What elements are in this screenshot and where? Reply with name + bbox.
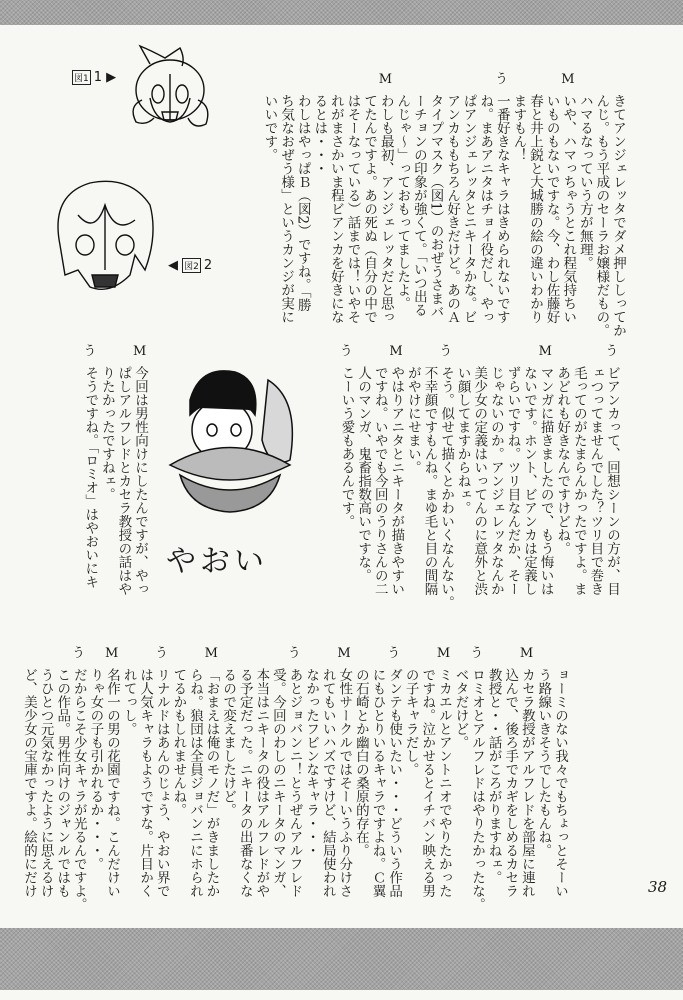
dialogue-paragraph: [98, 344, 148, 596]
dialogue-paragraph: [261, 94, 311, 324]
text-column: ますもん！: [510, 94, 527, 162]
dialogue-paragraph: [452, 646, 486, 911]
dialogue-paragraph: [20, 646, 87, 911]
speaker-label: う: [339, 344, 353, 359]
character-illustration: [150, 360, 310, 520]
text-column: 受。今回のわしのニキータのマンガ、: [269, 668, 286, 898]
dialogue-block-top: [261, 72, 626, 337]
speaker-label: M: [436, 646, 451, 661]
text-column: れがまさかいま程ビアンカを好きにな: [327, 94, 344, 324]
text-column: 「おまえは俺のモノだ」がきましたか: [203, 668, 220, 898]
text-column: らね。狼団は全員ジョバンニにホられ: [186, 668, 203, 898]
speaker-label: M: [389, 344, 403, 359]
dialogue-paragraph: [170, 646, 220, 898]
text-column: るので変えましたけど。: [220, 668, 237, 817]
figure-1-label: 図1 1 ▶: [74, 70, 117, 85]
text-column: カセラ教授がアルフレドを部屋に連れ: [518, 668, 535, 898]
bottom-screentone-band: [0, 928, 683, 990]
text-column: ずらいですね。ツリ目なんだか、そー: [504, 366, 521, 596]
speaker-label: M: [378, 72, 393, 87]
dialogue-paragraph: [311, 72, 394, 324]
dialogue-paragraph: [352, 646, 403, 898]
dialogue-block-middle: [338, 344, 620, 609]
text-column: ベタだけど。: [452, 668, 469, 749]
speaker-label: M: [337, 646, 351, 661]
text-column: 教授と・・話がころがりますねェ。: [485, 668, 502, 884]
dialogue-paragraph: [394, 72, 510, 324]
speaker-label: う: [71, 646, 85, 661]
text-column: ハマるなっていう方が無理。: [576, 94, 593, 270]
text-column: 本当はニキータの役はアルフレドがや: [253, 668, 270, 898]
figure-2-drawing: [50, 175, 160, 295]
text-column: ですね。いやでも今回のうりさんの二: [371, 366, 388, 596]
speaker-label: う: [605, 344, 619, 359]
illustration-caption: やおい: [166, 544, 268, 579]
text-column: れてっし。: [120, 668, 137, 736]
dialogue-paragraph: [220, 646, 303, 898]
text-column: 美少女の定義はいってんのに意外と渋: [471, 366, 488, 596]
text-column: そう。似せて描くとかわいくなんない。: [438, 366, 455, 609]
dialogue-paragraph: [355, 344, 405, 596]
dialogue-paragraph: [404, 344, 455, 609]
text-column: りたかったですねェ。: [98, 366, 115, 501]
speaker-label: う: [154, 646, 168, 661]
text-column: ェつってませんでした？ツリ目で巻き: [587, 366, 604, 596]
text-column: 一番好きなキャラはきめられないです: [493, 94, 510, 324]
text-column: ぱしアルフレドとカセラ教授の話はや: [115, 366, 132, 596]
text-column: がやけにせまい。: [404, 366, 421, 474]
top-screentone-band: [0, 0, 683, 25]
dialogue-paragraph: [485, 646, 535, 898]
text-column: やはりアニタとニキータが描きやすい: [388, 366, 405, 596]
text-column: いいです。: [261, 94, 278, 162]
text-column: だからこそ少女キャラが光るんですよ。: [70, 668, 87, 911]
text-column: る予定だった。ニキータの出番なくな: [236, 668, 253, 898]
text-column: いや、ハマっちゃうとこれ程気持ちい: [560, 94, 577, 324]
text-column: うひとつ元気なかったように思えるけ: [37, 668, 54, 898]
text-column: 毛ってのがたまらんかったですよ。ま: [570, 366, 587, 596]
speaker-label: M: [204, 646, 218, 661]
dialogue-paragraph: [576, 94, 626, 337]
text-column: てたんですよ。あの死ぬ（自分の中で: [361, 94, 378, 324]
text-column: なかったフビンなキャラ・・・: [303, 668, 320, 857]
text-column: 人のマンガ、鬼畜指数高いですな。: [355, 366, 372, 582]
speaker-label: M: [105, 646, 119, 661]
text-column: れてもいいハズですけど、結局使われ: [319, 668, 336, 898]
text-column: マンガに描きましたので、もう悔いは: [537, 366, 554, 596]
text-column: りゃ女の子も引かれるか・・・。: [87, 668, 104, 871]
speaker-label: う: [83, 344, 97, 359]
text-column: の石崎とか幽白の桑原的存在。: [352, 668, 369, 857]
text-column: ロミオとアルフレドはやりたかったな。: [469, 668, 486, 911]
text-column: 女性サークルではそーいうふり分けさ: [336, 668, 353, 898]
dialogue-block-left: [82, 344, 148, 596]
dialogue-block-bottom: [20, 646, 568, 911]
text-column: そうですね。「ロミオ」はやおいにキ: [82, 366, 99, 589]
speaker-label: う: [287, 646, 301, 661]
figure-2-label: ◀ 図2 2: [168, 258, 213, 273]
text-column: わしはやっぱＢ（図2）ですね。「勝: [294, 94, 311, 312]
text-column: リナルドはあんのじょう、やおい界で: [153, 668, 170, 898]
dialogue-paragraph: [510, 72, 577, 324]
text-column: 名作一の男の花園ですね。こんだけい: [103, 668, 120, 898]
text-column: ね。まあアニタはチョイ役だし、やっ: [477, 94, 494, 324]
text-column: ですね。泣かせるとイチバン映える男: [419, 668, 436, 898]
text-column: ダンテも使いたい・・・どういう作品: [386, 668, 403, 898]
dialogue-paragraph: [402, 646, 452, 898]
text-column: じゃないのか。アンジェレッタなんか: [487, 366, 504, 596]
dialogue-paragraph: [535, 668, 568, 898]
text-column: わしも最初、アンジェレッタだと思っ: [377, 94, 394, 324]
text-column: んじゃ〜」っておもってましたよ。: [394, 94, 411, 310]
text-column: ぱアンジェレッタとニキータかな。ビ: [460, 94, 477, 324]
dialogue-paragraph: [120, 646, 170, 898]
text-column: いものもないですな。今、わし佐藤好: [543, 94, 560, 324]
text-column: アンカももちろん好きだけど。あのＡ: [444, 94, 461, 324]
dialogue-paragraph: [303, 646, 353, 898]
text-column: あどれも好きなんですけどね。: [554, 366, 571, 555]
page-number: 38: [648, 878, 668, 896]
text-column: んじ。もう平成のセーラお嬢様だもの。: [593, 94, 610, 337]
text-column: この作品。男性向けのジャンルではも: [54, 668, 71, 898]
text-column: こーいう愛もあるんです。: [338, 366, 355, 528]
text-column: ないです。ホント、ビアンカは定義し: [521, 366, 538, 596]
dialogue-paragraph: [338, 344, 355, 528]
speaker-label: う: [387, 646, 401, 661]
dialogue-paragraph: [554, 344, 620, 596]
text-column: あとジョバンニ！とうぜんアルフレド: [286, 668, 303, 898]
speaker-label: M: [133, 344, 147, 359]
speaker-label: う: [470, 646, 484, 661]
speaker-label: う: [439, 344, 453, 359]
text-column: 春と井上鋭と大城勝の絵の違いわかり: [527, 94, 544, 324]
text-column: ーチョンの印象が強くて。「いつ出る: [410, 94, 427, 317]
text-column: ち気なおぜう様」というカンジが実に: [278, 94, 295, 324]
text-column: ビアンカって、回想シーンの方が、目: [604, 366, 620, 596]
text-column: ョーミのない我々でもちょっとそーい: [552, 668, 568, 898]
speaker-label: M: [561, 72, 575, 87]
dialogue-paragraph: [82, 344, 99, 589]
text-column: るとは・・・: [311, 94, 328, 175]
text-column: ミカエルとアントニオでやりたかった: [435, 668, 452, 898]
text-column: きてアンジェレッタでダメ押ししってか: [610, 94, 626, 337]
text-column: 込んで、後ろ手でカギをしめるカセラ: [502, 668, 519, 898]
text-column: ど、美少女の宝庫ですよ。絵的にだけ: [21, 668, 37, 898]
text-column: タイプマスク（図1）のおぜうさまバ: [427, 94, 444, 319]
speaker-label: M: [538, 344, 552, 359]
text-column: は人気キャラもようですな。片目かく: [137, 668, 154, 898]
text-column: の子キャラだし。: [402, 668, 419, 776]
text-column: 不幸顔ですもんね。まゆ毛と目の間隔: [421, 366, 438, 596]
text-column: う路線いきそうでしたもんね。: [535, 668, 552, 857]
text-column: い顔してますからねェ。: [454, 366, 471, 515]
text-column: 今回は男性向けにしたんですが、やっ: [132, 366, 148, 596]
figure-1-drawing: [120, 40, 220, 140]
speaker-label: M: [519, 646, 534, 661]
text-column: にもひとりいるキャラですよね。Ｃ翼: [369, 668, 386, 898]
text-column: てるかもしれませんね。: [170, 668, 187, 817]
speaker-label: う: [495, 72, 509, 87]
dialogue-paragraph: [87, 646, 120, 898]
text-column: はそーなっている）話までは！いやそ: [344, 94, 361, 324]
dialogue-paragraph: [454, 344, 554, 596]
